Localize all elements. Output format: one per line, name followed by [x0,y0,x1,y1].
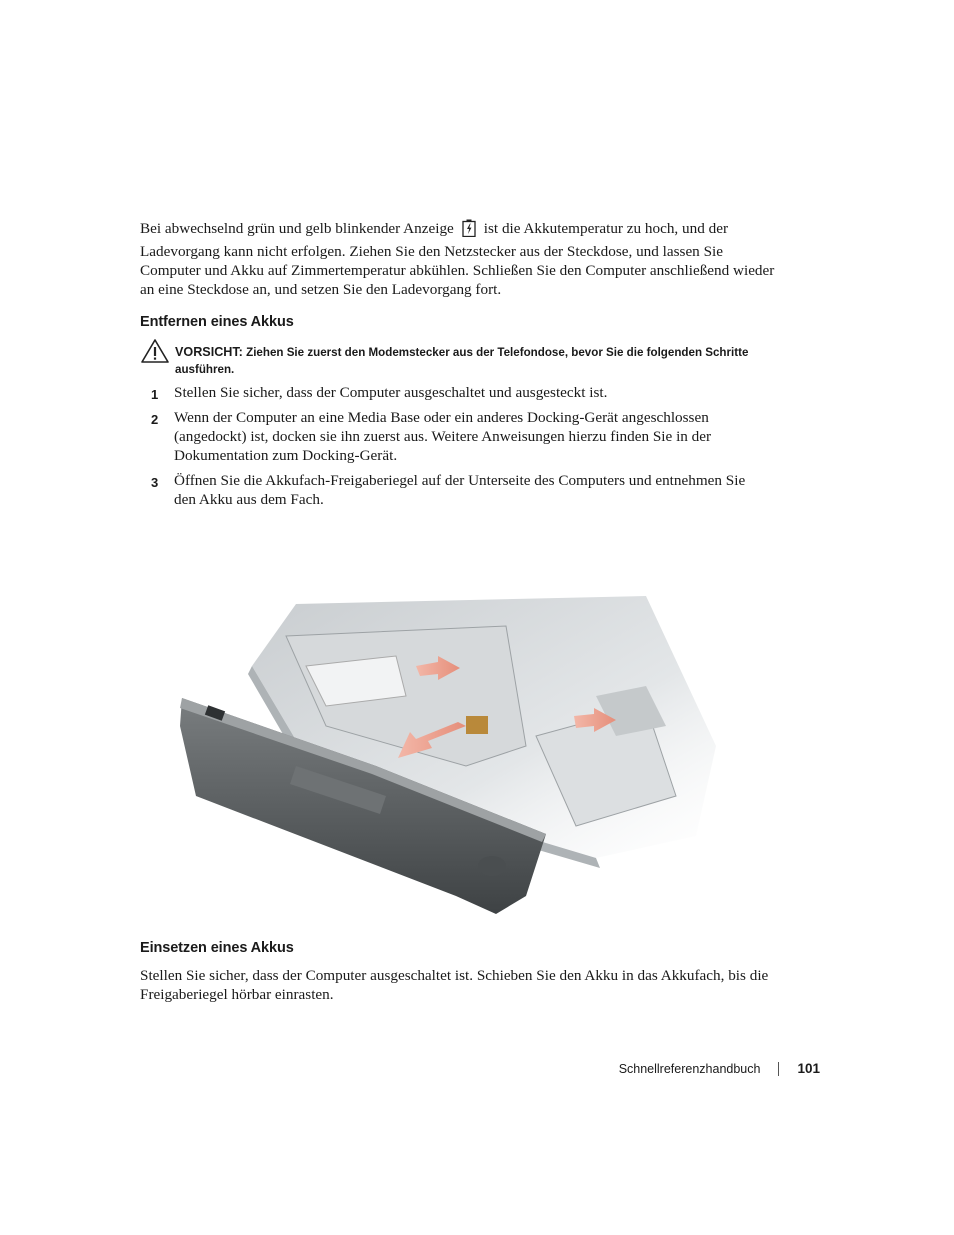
laptop-battery-removal-illustration [176,596,716,916]
list-item [140,383,760,402]
footer-separator [778,1062,779,1076]
steps-list [140,383,760,515]
step-text: Stellen Sie sicher, dass der Computer ausgeschaltet und ausgesteckt ist. [174,384,608,401]
step-number: 2 [151,412,159,427]
page-footer [619,1061,820,1076]
caution-label: VORSICHT: [175,345,243,359]
step-text: Öffnen Sie die Akkufach-Freigaberiegel auf der Unterseite des Computers und entnehmen Sie den Akku aus dem Fach. [174,472,746,508]
list-item [140,408,760,465]
list-item [140,471,760,509]
insert-paragraph: Stellen Sie sicher, dass der Computer ausgeschaltet ist. Schieben Sie den Akku in das Akkufach, bis die Freigaberiegel hörbar einrasten. [140,967,769,1003]
section-heading-insert-battery: Einsetzen eines Akkus [140,940,294,956]
footer-title: Schnellreferenzhandbuch [618,1061,761,1076]
step-number: 3 [151,475,159,490]
page-number: 101 [797,1061,820,1076]
battery-status-icon [462,219,476,242]
intro-paragraph [140,219,780,299]
intro-text-before-icon: Bei abwechselnd grün und gelb blinkender Anzeige [140,220,454,237]
step-number: 1 [151,387,159,402]
step-text: Wenn der Computer an eine Media Base oder ein anderes Docking-Gerät angeschlossen (angedockt) ist, docken sie ihn zuerst aus. Weitere Anweisungen hierzu finden Sie in der Dokumentation zum Docking-Gerät. [174,409,712,464]
caution-body: Ziehen Sie zuerst den Modemstecker aus der Telefondose, bevor Sie die folgenden Schritte ausführen. [175,346,749,376]
caution-text [175,344,755,378]
section-heading-remove-battery: Entfernen eines Akkus [140,314,294,330]
intro-text-after-icon: ist die Akkutemperatur zu hoch, und der Ladevorgang kann nicht erfolgen. Ziehen Sie den Netzstecker aus der Steckdose, und lassen Sie Computer und Akku auf Zimmertemperatur abkühlen. Schließen Sie den Computer anschließend wieder an eine Steckdose an, und setzen Sie den Ladevorgang fort. [140,220,775,298]
warning-triangle-icon [140,338,170,369]
